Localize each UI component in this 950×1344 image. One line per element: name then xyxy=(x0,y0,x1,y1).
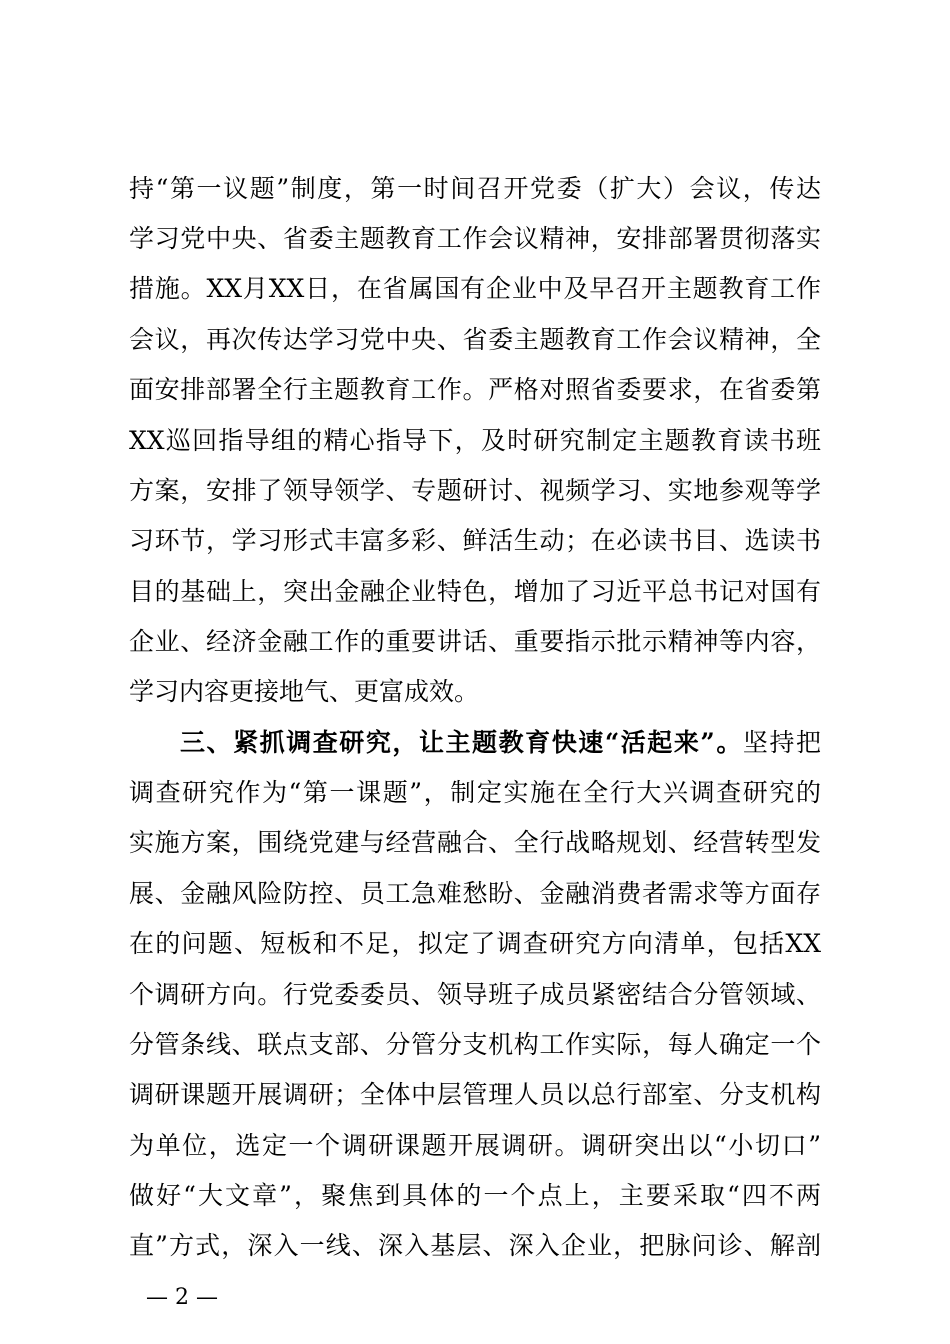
paragraph-line: 学习党中央、省委主题教育工作会议精神，安排部署贯彻落实 xyxy=(129,224,821,253)
paragraph-line: 实施方案，围绕党建与经营融合、全行战略规划、经营转型发 xyxy=(129,828,821,857)
paragraph-line: 调研课题开展调研；全体中层管理人员以总行部室、分支机构 xyxy=(129,1080,821,1109)
paragraph-line: XX巡回指导组的精心指导下，及时研究制定主题教育读书班 xyxy=(129,426,821,455)
heading-line-continuation: 坚持把 xyxy=(742,728,821,757)
page-number: — 2 — xyxy=(146,1285,218,1310)
paragraph-line: 学习内容更接地气、更富成效。 xyxy=(129,677,480,706)
paragraph-line: 分管条线、联点支部、分管分支机构工作实际，每人确定一个 xyxy=(129,1030,821,1059)
paragraph-line: 调查研究作为“第一课题”，制定实施在全行大兴调查研究的 xyxy=(129,778,821,807)
paragraph-line: 习环节，学习形式丰富多彩、鲜活生动；在必读书目、选读书 xyxy=(129,526,821,555)
paragraph-line: 在的问题、短板和不足，拟定了调查研究方向清单，包括XX xyxy=(129,929,821,958)
paragraph-line: 企业、经济金融工作的重要讲话、重要指示批示精神等内容， xyxy=(129,627,821,656)
paragraph-line: 目的基础上，突出金融企业特色，增加了习近平总书记对国有 xyxy=(129,577,821,606)
paragraph-line: 个调研方向。行党委委员、领导班子成员紧密结合分管领域、 xyxy=(129,980,821,1009)
paragraph-line: 方案，安排了领导领学、专题研讨、视频学习、实地参观等学 xyxy=(129,476,821,505)
paragraph-line: 面安排部署全行主题教育工作。严格对照省委要求，在省委第 xyxy=(129,375,821,404)
section-heading-line xyxy=(180,723,821,763)
section-heading: 三、紧抓调查研究，让主题教育快速“活起来”。 xyxy=(180,728,743,757)
paragraph-line: 措施。XX月XX日，在省属国有企业中及早召开主题教育工作 xyxy=(129,274,821,303)
paragraph-line: 会议，再次传达学习党中央、省委主题教育工作会议精神，全 xyxy=(129,325,821,354)
paragraph-line: 做好“大文章”，聚焦到具体的一个点上，主要采取“四不两 xyxy=(129,1181,821,1210)
paragraph-line: 直”方式，深入一线、深入基层、深入企业，把脉问诊、解剖 xyxy=(129,1231,821,1260)
paragraph-line: 持“第一议题”制度，第一时间召开党委（扩大）会议，传达 xyxy=(129,174,821,203)
paragraph-line: 为单位，选定一个调研课题开展调研。调研突出以“小切口” xyxy=(129,1131,821,1160)
paragraph-line: 展、金融风险防控、员工急难愁盼、金融消费者需求等方面存 xyxy=(129,879,821,908)
